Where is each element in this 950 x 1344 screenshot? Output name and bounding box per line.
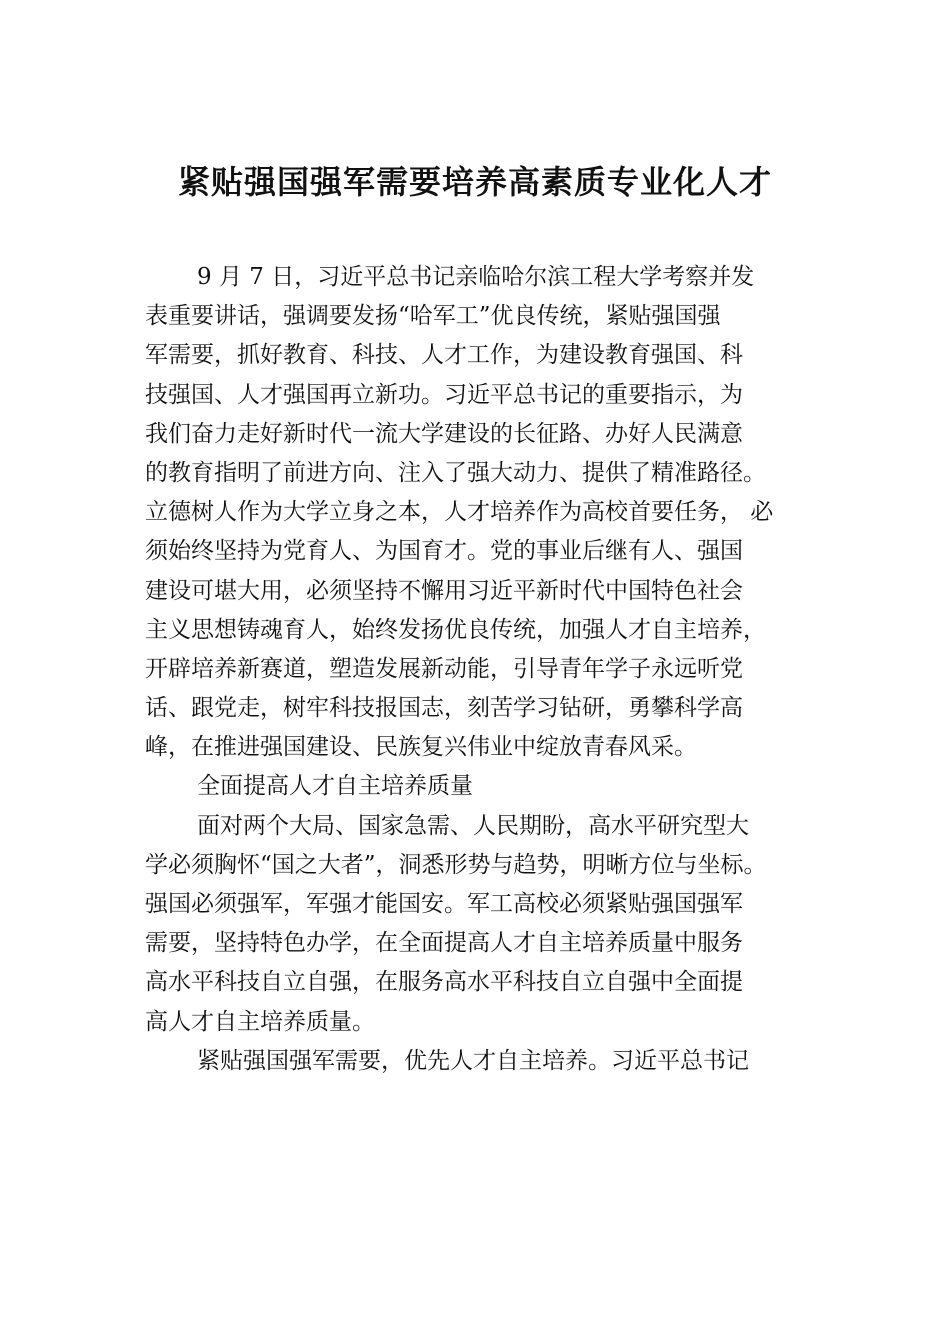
paragraph-line: 表重要讲话，强调要发扬“哈军工”优良传统，紧贴强国强 — [145, 303, 721, 330]
document-title: 紧贴强国强军需要培养高素质专业化人才 — [177, 163, 772, 201]
paragraph-line: 高人才自主培养质量。 — [145, 1008, 375, 1035]
section-heading: 全面提高人才自主培养质量 — [197, 773, 473, 800]
paragraph-line: 需要，坚持特色办学，在全面提高人才自主培养质量中服务 — [145, 930, 743, 957]
paragraph-line: 建设可堪大用，必须坚持不懈用习近平新时代中国特色社会 — [145, 577, 743, 604]
paragraph-line: 须始终坚持为党育人、为国育才。党的事业后继有人、强国 — [145, 538, 743, 565]
paragraph-line: 峰，在推进强国建设、民族复兴伟业中绽放青春风采。 — [145, 734, 697, 761]
paragraph-line: 开辟培养新赛道，塑造发展新动能，引导青年学子永远听党 — [145, 655, 743, 682]
paragraph-line: 紧贴强国强军需要，优先人才自主培养。习近平总书记 — [197, 1047, 749, 1074]
paragraph-line: 9 月 7 日，习近平总书记亲临哈尔滨工程大学考察并发 — [197, 264, 755, 290]
paragraph-line: 面对两个大局、国家急需、人民期盼，高水平研究型大 — [197, 812, 749, 839]
paragraph-line: 高水平科技自立自强，在服务高水平科技自立自强中全面提 — [145, 969, 743, 996]
paragraph-line: 的教育指明了前进方向、注入了强大动力、提供了精准路径。 — [145, 459, 766, 486]
paragraph-line: 立德树人作为大学立身之本，人才培养作为高校首要任务， 必 — [145, 499, 774, 526]
document-body — [145, 258, 815, 1081]
paragraph-line: 我们奋力走好新时代一流大学建设的长征路、办好人民满意 — [145, 420, 743, 447]
paragraph-line: 学必须胸怀“国之大者”，洞悉形势与趋势，明晰方位与坐标。 — [145, 851, 767, 878]
paragraph-line: 技强国、人才强国再立新功。习近平总书记的重要指示，为 — [145, 381, 743, 408]
paragraph-line: 强国必须强军，军强才能国安。军工高校必须紧贴强国强军 — [145, 891, 743, 917]
paragraph-line: 主义思想铸魂育人，始终发扬优良传统，加强人才自主培养， — [145, 616, 766, 643]
paragraph-line: 军需要，抓好教育、科技、人才工作，为建设教育强国、科 — [145, 342, 743, 369]
paragraph-line: 话、跟党走，树牢科技报国志，刻苦学习钻研，勇攀科学高 — [145, 695, 743, 722]
